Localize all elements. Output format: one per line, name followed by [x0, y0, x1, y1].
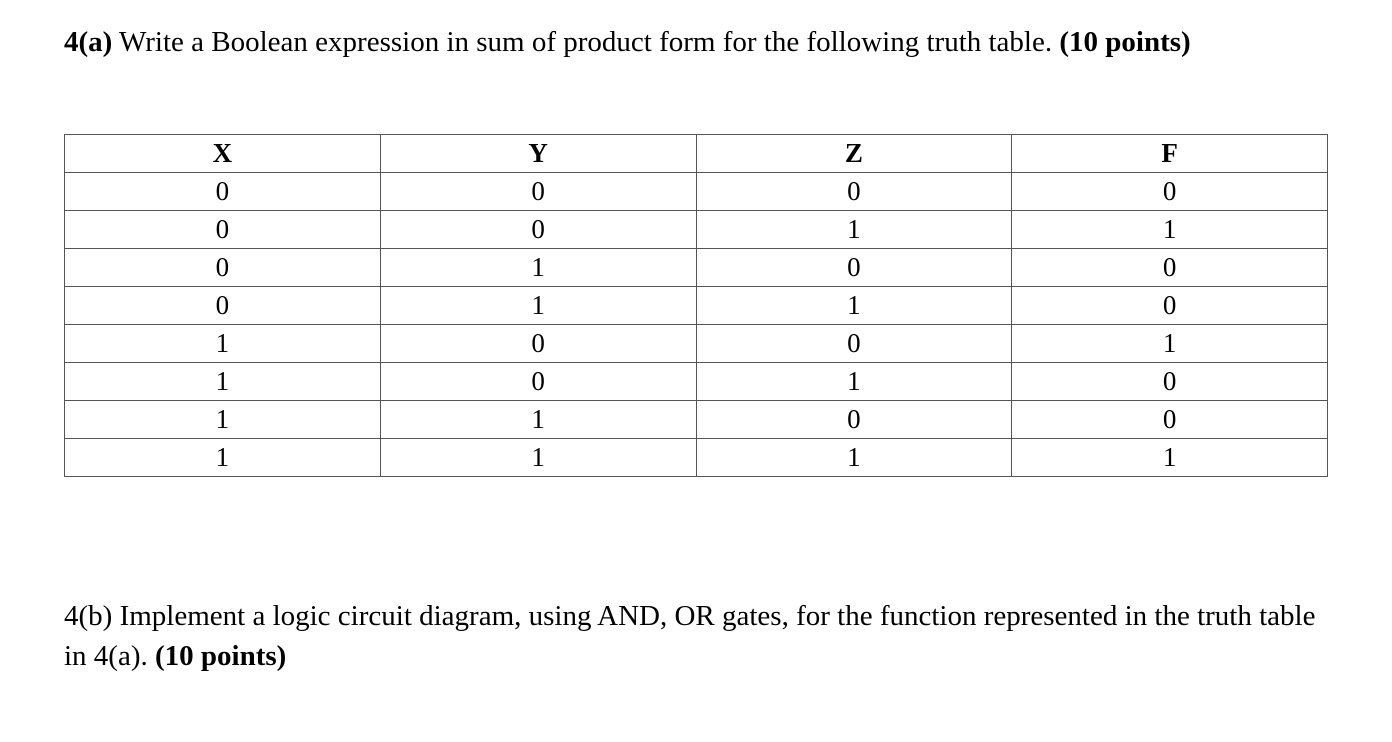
cell-x: 1	[65, 363, 381, 401]
table-row	[65, 287, 1328, 325]
cell-f: 0	[1012, 401, 1328, 439]
cell-f: 1	[1012, 211, 1328, 249]
table-header-row	[65, 135, 1328, 173]
question-4a	[64, 22, 1191, 62]
cell-z: 1	[696, 287, 1012, 325]
cell-y: 0	[380, 173, 696, 211]
cell-x: 0	[65, 287, 381, 325]
cell-y: 0	[380, 363, 696, 401]
cell-x: 1	[65, 401, 381, 439]
cell-z: 0	[696, 401, 1012, 439]
question-4a-label: 4(a)	[64, 26, 113, 58]
cell-x: 1	[65, 325, 381, 363]
cell-x: 0	[65, 249, 381, 287]
cell-z: 0	[696, 249, 1012, 287]
question-4a-points: (10 points)	[1059, 26, 1191, 58]
truth-table	[64, 134, 1328, 477]
table-row	[65, 249, 1328, 287]
cell-z: 0	[696, 325, 1012, 363]
table-row	[65, 173, 1328, 211]
cell-z: 1	[696, 439, 1012, 477]
question-4b	[64, 596, 1334, 676]
cell-y: 1	[380, 439, 696, 477]
cell-y: 1	[380, 287, 696, 325]
cell-f: 0	[1012, 173, 1328, 211]
cell-f: 0	[1012, 363, 1328, 401]
header-z: Z	[696, 135, 1012, 173]
cell-f: 1	[1012, 439, 1328, 477]
cell-f: 0	[1012, 249, 1328, 287]
cell-f: 0	[1012, 287, 1328, 325]
question-4b-points: (10 points)	[155, 640, 287, 672]
cell-f: 1	[1012, 325, 1328, 363]
header-f: F	[1012, 135, 1328, 173]
table-row	[65, 325, 1328, 363]
cell-y: 0	[380, 211, 696, 249]
cell-x: 1	[65, 439, 381, 477]
cell-y: 0	[380, 325, 696, 363]
question-4a-text: Write a Boolean expression in sum of product form for the following truth table.	[112, 26, 1060, 58]
cell-z: 1	[696, 363, 1012, 401]
header-x: X	[65, 135, 381, 173]
table-row	[65, 401, 1328, 439]
cell-y: 1	[380, 401, 696, 439]
cell-x: 0	[65, 211, 381, 249]
table-row	[65, 363, 1328, 401]
question-4b-text: 4(b) Implement a logic circuit diagram, using AND, OR gates, for the function represented in the truth table in 4(a).	[64, 600, 1316, 672]
cell-z: 1	[696, 211, 1012, 249]
header-y: Y	[380, 135, 696, 173]
table-row	[65, 211, 1328, 249]
table-row	[65, 439, 1328, 477]
cell-z: 0	[696, 173, 1012, 211]
cell-x: 0	[65, 173, 381, 211]
cell-y: 1	[380, 249, 696, 287]
